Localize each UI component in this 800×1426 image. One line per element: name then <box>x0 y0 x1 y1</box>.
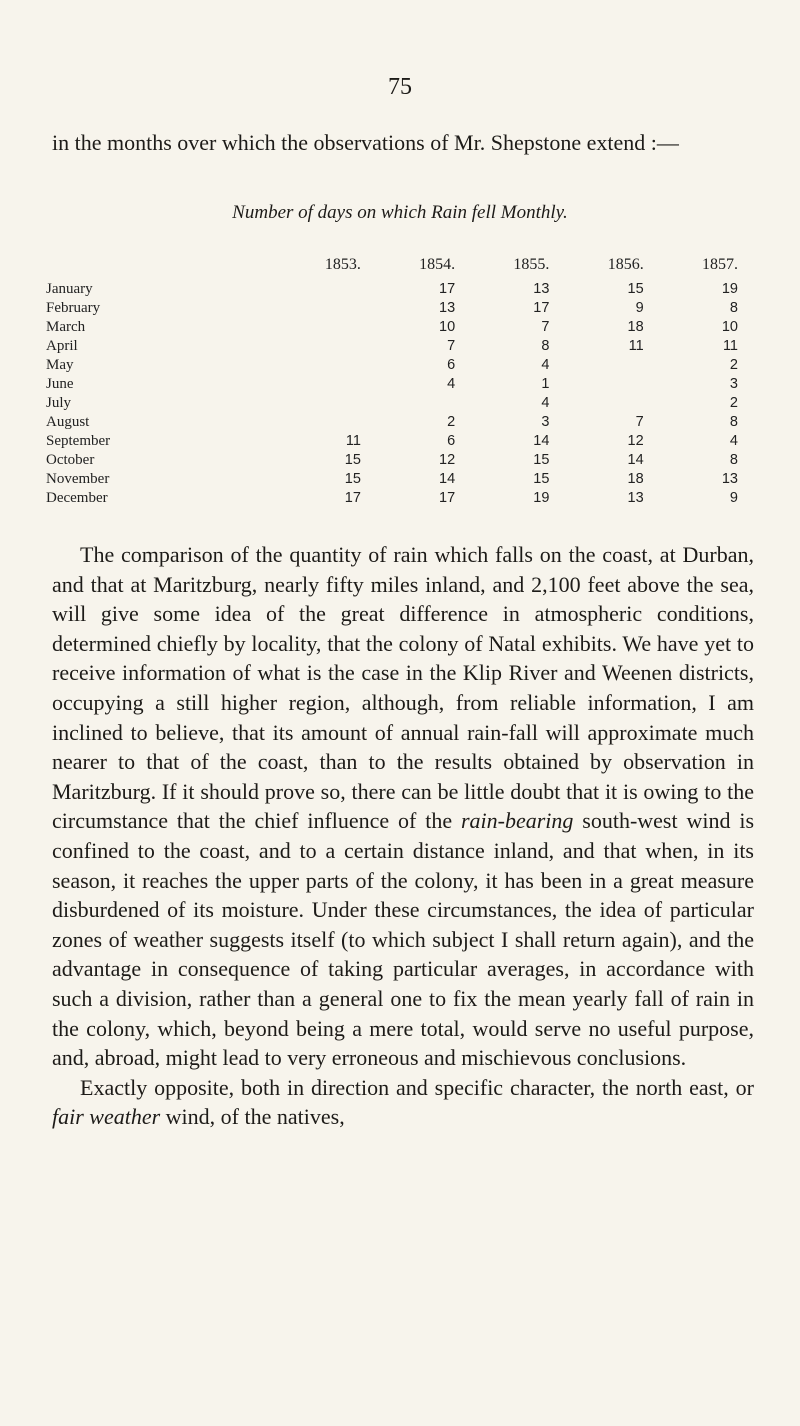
month-cell: May <box>46 357 74 373</box>
table-body <box>46 280 738 508</box>
body-text <box>52 540 754 1132</box>
table-row <box>46 356 738 375</box>
value-cell: 6 <box>447 433 456 449</box>
month-cell: August <box>46 414 90 430</box>
value-cell: 15 <box>533 452 550 468</box>
table-row <box>46 280 738 299</box>
value-cell: 9 <box>635 300 644 316</box>
value-cell: 2 <box>729 357 738 373</box>
value-cell: 2 <box>729 395 738 411</box>
value-cell: 13 <box>533 281 550 297</box>
paragraph-text: south-west wind is confined to the coast, and to a certain distance inland, and that when, in its season, it reaches the upper parts of the colony, it has been in a great measure disburdened of its moisture. Under these circumstances, the idea of particular zones of weather suggests itself (to which subject I shall return again), and the advantage in consequence of taking particular averages, in accordance with such a division, rather than a general one to fix the mean yearly fall of rain in the colony, which, beyond being a mere total, would serve no useful purpose, and, abroad, might lead to very erroneous and mischievous conclusions. <box>52 808 755 1071</box>
value-cell <box>267 299 361 318</box>
emphasis-text: rain-bearing <box>460 808 574 834</box>
value-cell <box>267 356 361 375</box>
value-cell: 7 <box>541 319 550 335</box>
value-cell: 15 <box>344 471 361 487</box>
value-cell <box>267 413 361 432</box>
value-cell: 12 <box>439 452 456 468</box>
value-cell: 17 <box>439 490 456 506</box>
value-cell: 8 <box>729 452 738 468</box>
year-header: 1855. <box>513 256 550 273</box>
emphasis-text: fair weather <box>52 1104 161 1130</box>
month-cell: February <box>46 300 101 316</box>
table-header-row <box>46 256 738 280</box>
value-cell: 10 <box>721 319 738 335</box>
value-cell: 14 <box>627 452 644 468</box>
value-cell: 14 <box>439 471 456 487</box>
month-cell: September <box>46 433 111 449</box>
intro-text: in the months over which the observations of Mr. Shepstone extend :— <box>52 130 679 155</box>
value-cell: 13 <box>439 300 456 316</box>
value-cell <box>549 375 643 394</box>
value-cell: 3 <box>729 376 738 392</box>
value-cell: 10 <box>439 319 456 335</box>
value-cell <box>267 280 361 299</box>
month-cell: November <box>46 471 110 487</box>
value-cell <box>267 394 361 413</box>
month-cell: December <box>46 490 108 506</box>
value-cell: 8 <box>729 300 738 316</box>
month-column-header <box>46 256 267 280</box>
paragraph <box>52 540 754 1073</box>
value-cell: 17 <box>439 281 456 297</box>
year-header: 1854. <box>419 256 456 273</box>
year-header: 1856. <box>607 256 644 273</box>
table-row <box>46 337 738 356</box>
value-cell <box>267 375 361 394</box>
value-cell <box>549 394 643 413</box>
value-cell: 15 <box>344 452 361 468</box>
value-cell: 15 <box>533 471 550 487</box>
value-cell <box>361 394 455 413</box>
value-cell <box>267 318 361 337</box>
value-cell: 17 <box>344 490 361 506</box>
page-number: 75 <box>388 74 412 100</box>
month-cell: March <box>46 319 86 335</box>
value-cell <box>549 356 643 375</box>
value-cell: 1 <box>541 376 550 392</box>
value-cell <box>267 337 361 356</box>
table-row <box>46 375 738 394</box>
paragraph-text: wind, of the natives, <box>160 1104 345 1130</box>
value-cell: 4 <box>541 357 550 373</box>
value-cell: 11 <box>628 338 644 354</box>
table-row <box>46 451 738 470</box>
month-cell: April <box>46 338 78 354</box>
value-cell: 18 <box>627 471 644 487</box>
month-cell: January <box>46 281 93 297</box>
value-cell: 19 <box>721 281 738 297</box>
value-cell: 17 <box>533 300 550 316</box>
value-cell: 15 <box>627 281 644 297</box>
value-cell: 14 <box>533 433 550 449</box>
table-row <box>46 432 738 451</box>
month-cell: October <box>46 452 95 468</box>
year-header: 1857. <box>702 256 738 273</box>
value-cell: 9 <box>729 490 738 506</box>
value-cell: 12 <box>627 433 644 449</box>
value-cell: 11 <box>345 433 361 449</box>
table-row <box>46 413 738 432</box>
value-cell: 7 <box>635 414 644 430</box>
year-header: 1853. <box>324 256 361 273</box>
paragraph-text: The comparison of the quantity of rain which falls on the coast, at Durban, and that at Maritzburg, nearly fifty miles inland, and 2,100 feet above the sea, will give some idea of the great difference in atmospheric conditions, determined chiefly by locality, that the colony of Natal exhibits. We have yet to receive information of what is the case in the Klip River and Weenen districts, occupying a still higher region, although, from reliable information, I am inclined to believe, that its amount of annual rain-fall will approximate much nearer to that of the coast, than to the results obtained by observation in Maritzburg. If it should prove so, there can be little doubt that it is owing to the circumstance that the chief influence of the <box>52 542 754 834</box>
value-cell: 13 <box>627 490 644 506</box>
table-row <box>46 489 738 508</box>
value-cell: 19 <box>533 490 550 506</box>
month-cell: June <box>46 376 74 392</box>
value-cell: 11 <box>722 338 738 354</box>
paragraph-text: Exactly opposite, both in direction and specific character, the north east, or <box>80 1074 754 1100</box>
table-row <box>46 470 738 489</box>
value-cell: 6 <box>447 357 456 373</box>
value-cell: 7 <box>447 338 456 354</box>
table-row <box>46 318 738 337</box>
value-cell: 3 <box>541 414 550 430</box>
value-cell: 8 <box>541 338 550 354</box>
value-cell: 18 <box>627 319 644 335</box>
table-row <box>46 299 738 318</box>
table-row <box>46 394 738 413</box>
value-cell: 4 <box>729 433 738 449</box>
value-cell: 13 <box>721 471 738 487</box>
value-cell: 4 <box>447 376 456 392</box>
month-cell: July <box>46 395 72 411</box>
table-title: Number of days on which Rain fell Monthly. <box>232 202 568 223</box>
paragraph <box>52 1073 754 1132</box>
value-cell: 4 <box>541 395 550 411</box>
rain-days-table <box>46 256 738 508</box>
value-cell: 2 <box>447 414 456 430</box>
value-cell: 8 <box>729 414 738 430</box>
